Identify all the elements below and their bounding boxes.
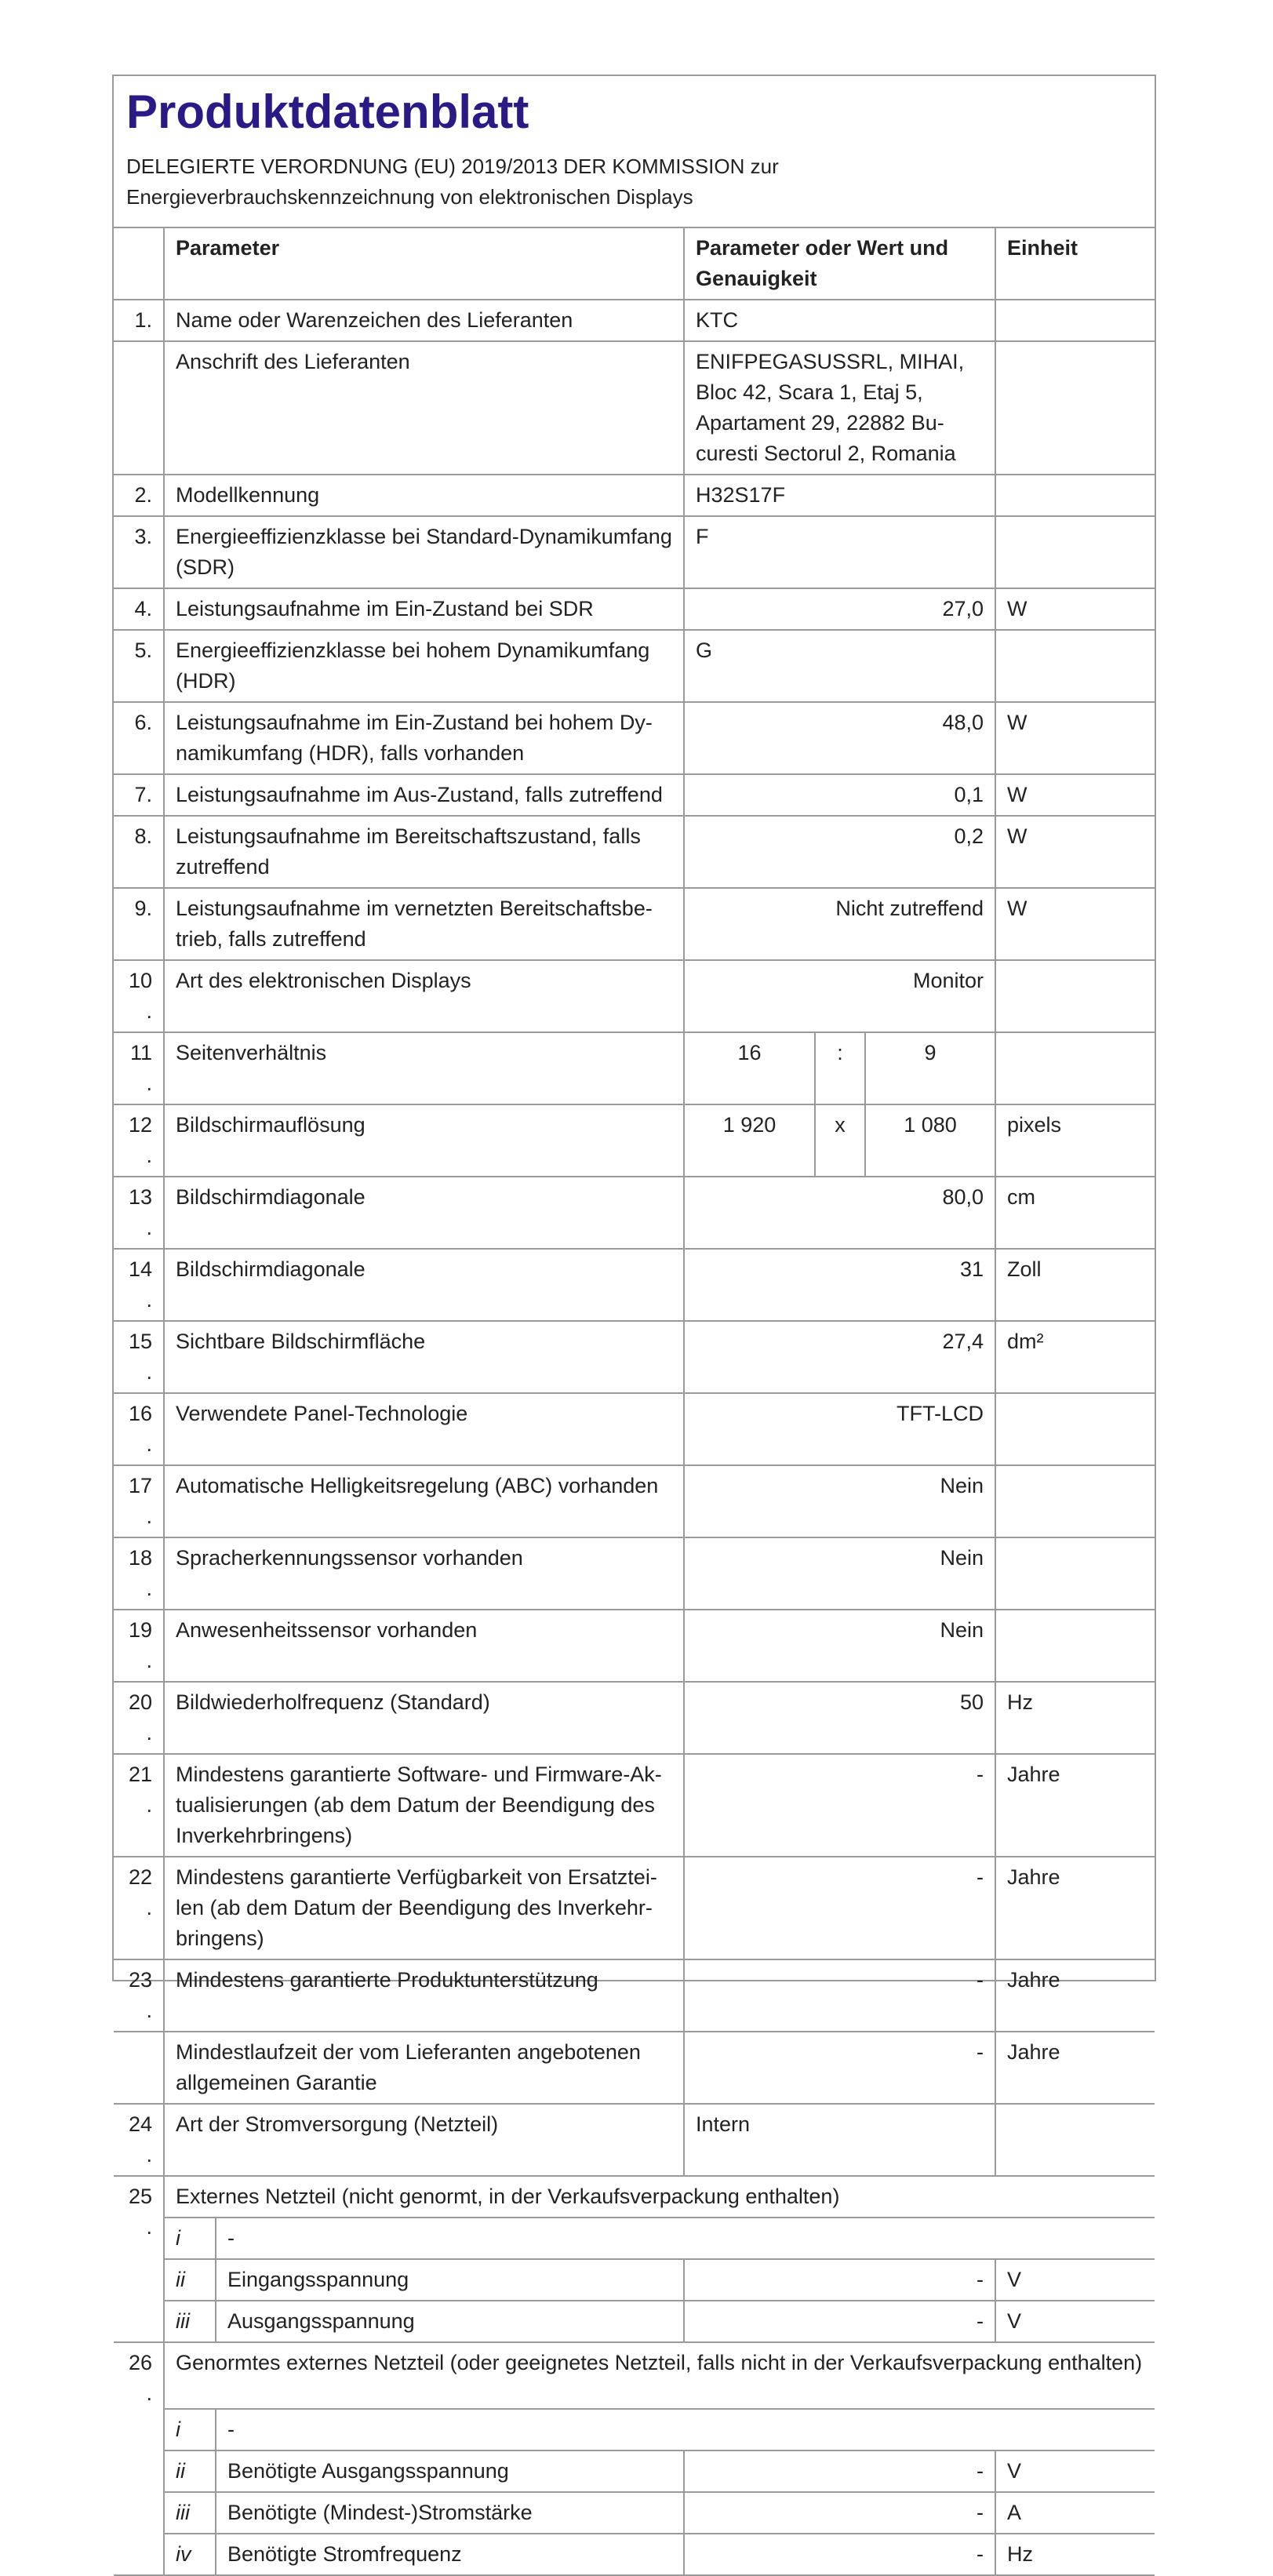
parameter-table — [114, 228, 1155, 2576]
row-number: 14. — [114, 1249, 164, 1321]
row-number: 21. — [114, 1754, 164, 1857]
row-number: 11. — [114, 1032, 164, 1104]
row-label: Name oder Warenzeichen des Lieferanten — [164, 300, 684, 341]
row-label: Bildwiederholfrequenz (Standard) — [164, 1682, 684, 1754]
row-number: 6. — [114, 702, 164, 774]
aspect-ratio-width: 16 — [684, 1032, 815, 1104]
row-label: - — [216, 2218, 1155, 2259]
row-unit — [995, 1393, 1155, 1465]
row-value: - — [684, 1857, 995, 1959]
row-value: F — [684, 516, 995, 588]
header-num-cell — [114, 228, 164, 300]
resolution-separator: x — [815, 1104, 865, 1177]
row-number: 23. — [114, 1959, 164, 2032]
row-value: 27,0 — [684, 588, 995, 630]
row-value: G — [684, 630, 995, 702]
table-row — [114, 1465, 1155, 1537]
row-value: ENIFPEGASUSSRL, MIHAI, Bloc 42, Scara 1, Etaj 5, Apartament 29, 22882 Bu-curesti Sectorul 2, Romania — [684, 341, 995, 475]
row-label: Sichtbare Bildschirmfläche — [164, 1321, 684, 1393]
row-unit — [995, 341, 1155, 475]
row-label: Leistungsaufnahme im vernetzten Bereitschaftsbe-trieb, falls zutreffend — [164, 888, 684, 960]
sub-index: iii — [164, 2492, 216, 2534]
aspect-ratio-separator: : — [815, 1032, 865, 1104]
table-row — [114, 1177, 1155, 1249]
row-value: 31 — [684, 1249, 995, 1321]
row-unit: pixels — [995, 1104, 1155, 1177]
row-value: TFT-LCD — [684, 1393, 995, 1465]
row-label: Energieeffizienzklasse bei hohem Dynamikumfang (HDR) — [164, 630, 684, 702]
resolution-width: 1 920 — [684, 1104, 815, 1177]
row-unit — [995, 475, 1155, 516]
sub-index: ii — [164, 2450, 216, 2492]
regulation-line-1: DELEGIERTE VERORDNUNG (EU) 2019/2013 DER KOMMISSION zur — [126, 155, 779, 178]
row-value: - — [684, 2450, 995, 2492]
row-value: - — [684, 1754, 995, 1857]
row-label: Mindestens garantierte Produktunterstützung — [164, 1959, 684, 2032]
row-number: 20. — [114, 1682, 164, 1754]
row-label: Mindestens garantierte Software- und Firmware-Ak-tualisierungen (ab dem Datum der Beendigung des Inverkehrbringens) — [164, 1754, 684, 1857]
row-label: Benötigte Stromfrequenz — [216, 2534, 684, 2575]
table-row — [114, 1754, 1155, 1857]
row-unit: Jahre — [995, 1754, 1155, 1857]
table-row — [114, 1393, 1155, 1465]
header-value: Parameter oder Wert und Genauigkeit — [684, 228, 995, 300]
row-value: H32S17F — [684, 475, 995, 516]
table-row — [114, 816, 1155, 888]
row-label: Seitenverhältnis — [164, 1032, 684, 1104]
row-unit: W — [995, 702, 1155, 774]
row-unit — [995, 1537, 1155, 1610]
row-number: 15. — [114, 1321, 164, 1393]
row-value: 0,2 — [684, 816, 995, 888]
row-label: Benötigte (Mindest-)Stromstärke — [216, 2492, 684, 2534]
row-number: 13. — [114, 1177, 164, 1249]
row-value: KTC — [684, 300, 995, 341]
row-label: Automatische Helligkeitsregelung (ABC) vorhanden — [164, 1465, 684, 1537]
row-label: Benötigte Ausgangsspannung — [216, 2450, 684, 2492]
row-unit — [995, 1465, 1155, 1537]
row-label: Leistungsaufnahme im Aus-Zustand, falls zutreffend — [164, 774, 684, 816]
sub-index: ii — [164, 2259, 216, 2301]
table-row — [114, 960, 1155, 1032]
table-row — [114, 2176, 1155, 2218]
table-row — [114, 2342, 1155, 2409]
table-row — [114, 1537, 1155, 1610]
row-value: Monitor — [684, 960, 995, 1032]
row-value: - — [684, 2259, 995, 2301]
row-value: 0,1 — [684, 774, 995, 816]
row-number: 4. — [114, 588, 164, 630]
table-row — [114, 2450, 1155, 2492]
row-label: Verwendete Panel-Technologie — [164, 1393, 684, 1465]
table-row — [114, 2492, 1155, 2534]
row-value: - — [684, 2492, 995, 2534]
sub-index: i — [164, 2218, 216, 2259]
row-number — [114, 341, 164, 475]
row-value: Nein — [684, 1537, 995, 1610]
row-unit: Jahre — [995, 1959, 1155, 2032]
row-value: Nein — [684, 1610, 995, 1682]
row-unit: V — [995, 2301, 1155, 2342]
row-number: 19. — [114, 1610, 164, 1682]
row-value: 27,4 — [684, 1321, 995, 1393]
row-value: 50 — [684, 1682, 995, 1754]
table-row — [114, 1857, 1155, 1959]
row-label: Bildschirmauflösung — [164, 1104, 684, 1177]
row-number: 8. — [114, 816, 164, 888]
row-number: 1. — [114, 300, 164, 341]
row-unit — [995, 300, 1155, 341]
row-unit: cm — [995, 1177, 1155, 1249]
row-unit — [995, 630, 1155, 702]
row-value: 48,0 — [684, 702, 995, 774]
row-number: 25. — [114, 2176, 164, 2342]
row-label: Art der Stromversorgung (Netzteil) — [164, 2104, 684, 2176]
header-parameter: Parameter — [164, 228, 684, 300]
row-number: 10. — [114, 960, 164, 1032]
row-number: 7. — [114, 774, 164, 816]
row-value: 80,0 — [684, 1177, 995, 1249]
row-number: 24. — [114, 2104, 164, 2176]
sub-index: i — [164, 2409, 216, 2450]
row-label: - — [216, 2409, 1155, 2450]
row-unit — [995, 1032, 1155, 1104]
sub-index: iii — [164, 2301, 216, 2342]
row-unit — [995, 960, 1155, 1032]
regulation-line-2: Energieverbrauchskennzeichnung von elektronischen Displays — [126, 185, 693, 209]
row-number — [114, 2032, 164, 2104]
row-number: 22. — [114, 1857, 164, 1959]
table-row — [114, 1321, 1155, 1393]
resolution-height: 1 080 — [865, 1104, 995, 1177]
table-row — [114, 341, 1155, 475]
row-value: - — [684, 2534, 995, 2575]
table-row — [114, 300, 1155, 341]
row-unit: Jahre — [995, 2032, 1155, 2104]
table-header-row — [114, 228, 1155, 300]
row-label: Genormtes externes Netzteil (oder geeignetes Netzteil, falls nicht in der Verkaufsverpackung enthalten) — [164, 2342, 1155, 2409]
row-unit — [995, 516, 1155, 588]
sheet-header — [114, 76, 1155, 228]
table-row — [114, 1104, 1155, 1177]
row-number: 17. — [114, 1465, 164, 1537]
row-unit: A — [995, 2492, 1155, 2534]
row-unit: V — [995, 2259, 1155, 2301]
row-value: Nein — [684, 1465, 995, 1537]
row-unit — [995, 2104, 1155, 2176]
row-label: Leistungsaufnahme im Ein-Zustand bei hohem Dy-namikumfang (HDR), falls vorhanden — [164, 702, 684, 774]
row-number: 26. — [114, 2342, 164, 2575]
row-value: - — [684, 2032, 995, 2104]
table-row — [114, 774, 1155, 816]
row-unit: W — [995, 774, 1155, 816]
row-number: 5. — [114, 630, 164, 702]
table-row — [114, 2104, 1155, 2176]
row-label: Energieeffizienzklasse bei Standard-Dynamikumfang (SDR) — [164, 516, 684, 588]
row-unit: Hz — [995, 1682, 1155, 1754]
table-row — [114, 1249, 1155, 1321]
table-row — [114, 2534, 1155, 2575]
table-row — [114, 888, 1155, 960]
row-value: Intern — [684, 2104, 995, 2176]
row-unit: Zoll — [995, 1249, 1155, 1321]
table-row — [114, 2259, 1155, 2301]
row-label: Ausgangsspannung — [216, 2301, 684, 2342]
table-row — [114, 2032, 1155, 2104]
row-value: - — [684, 1959, 995, 2032]
row-number: 12. — [114, 1104, 164, 1177]
table-row — [114, 1959, 1155, 2032]
row-label: Art des elektronischen Displays — [164, 960, 684, 1032]
row-unit: V — [995, 2450, 1155, 2492]
row-unit: W — [995, 888, 1155, 960]
header-unit: Einheit — [995, 228, 1155, 300]
row-number: 18. — [114, 1537, 164, 1610]
table-row — [114, 1032, 1155, 1104]
row-label: Spracherkennungssensor vorhanden — [164, 1537, 684, 1610]
table-row — [114, 630, 1155, 702]
table-row — [114, 1682, 1155, 1754]
row-unit: W — [995, 588, 1155, 630]
table-row — [114, 475, 1155, 516]
table-row — [114, 2409, 1155, 2450]
row-label: Externes Netzteil (nicht genormt, in der Verkaufsverpackung enthalten) — [164, 2176, 1155, 2218]
row-number: 3. — [114, 516, 164, 588]
row-label: Modellkennung — [164, 475, 684, 516]
row-label: Leistungsaufnahme im Bereitschaftszustand, falls zutreffend — [164, 816, 684, 888]
row-label: Bildschirmdiagonale — [164, 1177, 684, 1249]
table-row — [114, 516, 1155, 588]
product-data-sheet — [112, 75, 1156, 2566]
aspect-ratio-height: 9 — [865, 1032, 995, 1104]
table-row — [114, 588, 1155, 630]
row-label: Anwesenheitssensor vorhanden — [164, 1610, 684, 1682]
row-label: Anschrift des Lieferanten — [164, 341, 684, 475]
row-label: Mindestens garantierte Verfügbarkeit von Ersatztei-len (ab dem Datum der Beendigung des Inverkehr-bringens) — [164, 1857, 684, 1959]
row-unit — [995, 1610, 1155, 1682]
page-title: Produktdatenblatt — [126, 86, 529, 138]
row-value: Nicht zutreffend — [684, 888, 995, 960]
row-unit: W — [995, 816, 1155, 888]
row-label: Leistungsaufnahme im Ein-Zustand bei SDR — [164, 588, 684, 630]
row-unit: Hz — [995, 2534, 1155, 2575]
row-number: 16. — [114, 1393, 164, 1465]
sub-index: iv — [164, 2534, 216, 2575]
table-row — [114, 2301, 1155, 2342]
row-unit: dm² — [995, 1321, 1155, 1393]
table-row — [114, 2218, 1155, 2259]
row-value: - — [684, 2301, 995, 2342]
row-label: Eingangsspannung — [216, 2259, 684, 2301]
row-label: Mindestlaufzeit der vom Lieferanten angebotenen allgemeinen Garantie — [164, 2032, 684, 2104]
table-row — [114, 702, 1155, 774]
row-label: Bildschirmdiagonale — [164, 1249, 684, 1321]
row-number: 2. — [114, 475, 164, 516]
row-number: 9. — [114, 888, 164, 960]
row-unit: Jahre — [995, 1857, 1155, 1959]
table-row — [114, 1610, 1155, 1682]
